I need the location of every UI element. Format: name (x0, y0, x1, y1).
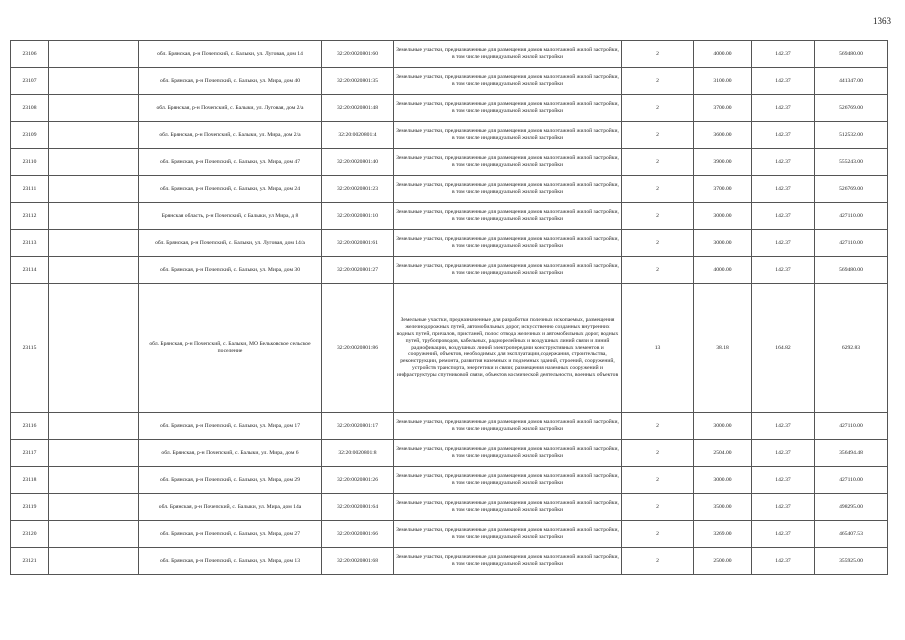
row-number-cell: 23112 (11, 203, 49, 230)
group-number-cell: 2 (622, 413, 694, 440)
address-cell: обл. Брянская, р-н Почепский, с. Балыки, ул. Мира, дом 17 (139, 413, 322, 440)
group-number-cell: 13 (622, 284, 694, 413)
group-number-cell: 2 (622, 68, 694, 95)
cadastral-value-cell: 526769.00 (815, 95, 888, 122)
land-use-cell: Земельные участки, предназначенные для размещения домов малоэтажной жилой застройки, в том числе индивидуальной жилой застройки (394, 68, 622, 95)
cadastral-number-cell: 32:20:0020801:8 (322, 440, 394, 467)
address-cell: обл. Брянская, р-н Почепский, с. Балыки, ул. Мира, дом 27 (139, 521, 322, 548)
table-row (11, 68, 888, 95)
row-number-cell: 23106 (11, 41, 49, 68)
area-cell: 38.18 (694, 284, 752, 413)
address-cell: Брянская область, р-н Почепский, с Балыки, ул Мира, д 8 (139, 203, 322, 230)
table-row (11, 149, 888, 176)
cadastral-number-cell: 32:20:0020801:48 (322, 95, 394, 122)
area-cell: 3000.00 (694, 203, 752, 230)
table-row (11, 230, 888, 257)
empty-cell (49, 203, 139, 230)
address-cell: обл. Брянская, р-н Почепский, с. Балыки, ул. Мира, дом 14а (139, 494, 322, 521)
cadastral-value-cell: 427110.00 (815, 203, 888, 230)
cadastral-value-cell: 356494.48 (815, 440, 888, 467)
cadastral-number-cell: 32:20:0020801:66 (322, 521, 394, 548)
area-cell: 3900.00 (694, 149, 752, 176)
row-number-cell: 23108 (11, 95, 49, 122)
group-number-cell: 2 (622, 494, 694, 521)
cadastral-value-cell: 427110.00 (815, 230, 888, 257)
empty-cell (49, 548, 139, 575)
empty-cell (49, 521, 139, 548)
table-row (11, 413, 888, 440)
cadastral-value-cell: 569480.00 (815, 41, 888, 68)
address-cell: обл. Брянская, р-н Почепский, с. Балыки, ул. Мира, дом 13 (139, 548, 322, 575)
specific-value-cell: 142.37 (752, 41, 815, 68)
address-cell: обл. Брянская, р-н Почепский, с. Балыки, ул. Луговая, дом 2/а (139, 95, 322, 122)
land-use-cell: Земельные участки, предназначенные для размещения домов малоэтажной жилой застройки, в том числе индивидуальной жилой застройки (394, 548, 622, 575)
specific-value-cell: 142.37 (752, 494, 815, 521)
group-number-cell: 2 (622, 230, 694, 257)
specific-value-cell: 142.37 (752, 467, 815, 494)
address-cell: обл. Брянская, р-н Почепский, с. Балыки, ул. Мира, дом 2/а (139, 122, 322, 149)
specific-value-cell: 142.37 (752, 548, 815, 575)
area-cell: 3600.00 (694, 122, 752, 149)
empty-cell (49, 413, 139, 440)
empty-cell (49, 149, 139, 176)
cadastral-number-cell: 32:20:0020801:60 (322, 41, 394, 68)
row-number-cell: 23116 (11, 413, 49, 440)
address-cell: обл. Брянская, р-н Почепский, с. Балыки, ул. Мира, дом 24 (139, 176, 322, 203)
empty-cell (49, 440, 139, 467)
specific-value-cell: 142.37 (752, 122, 815, 149)
group-number-cell: 2 (622, 521, 694, 548)
land-use-cell: Земельные участки, предназначенные для размещения домов малоэтажной жилой застройки, в том числе индивидуальной жилой застройки (394, 413, 622, 440)
area-cell: 2500.00 (694, 548, 752, 575)
specific-value-cell: 142.37 (752, 257, 815, 284)
cadastral-value-cell: 555243.00 (815, 149, 888, 176)
cadastral-number-cell: 32:20:0020801:27 (322, 257, 394, 284)
cadastral-number-cell: 32:20:0020801:86 (322, 284, 394, 413)
specific-value-cell: 142.37 (752, 68, 815, 95)
area-cell: 3100.00 (694, 68, 752, 95)
table-body (11, 41, 888, 575)
table-row (11, 122, 888, 149)
cadastral-number-cell: 32:20:0020801:17 (322, 413, 394, 440)
row-number-cell: 23111 (11, 176, 49, 203)
table-row (11, 284, 888, 413)
specific-value-cell: 142.37 (752, 149, 815, 176)
cadastral-value-cell: 498295.00 (815, 494, 888, 521)
table-row (11, 521, 888, 548)
table-row (11, 467, 888, 494)
table-row (11, 548, 888, 575)
group-number-cell: 2 (622, 176, 694, 203)
area-cell: 3500.00 (694, 494, 752, 521)
row-number-cell: 23118 (11, 467, 49, 494)
address-cell: обл. Брянская, р-н Почепский, с. Балыки, ул. Мира, дом 29 (139, 467, 322, 494)
empty-cell (49, 230, 139, 257)
group-number-cell: 2 (622, 257, 694, 284)
area-cell: 3000.00 (694, 467, 752, 494)
address-cell: обл. Брянская, р-н Почепский, с. Балыки, ул. Мира, дом 47 (139, 149, 322, 176)
land-use-cell: Земельные участки, предназначенные для разработки полезных ископаемых, размещения железнодорожных путей, автомобильных дорог, искусственно созданных внутренних водных путей, причалов, пристаней, полос отвода железных и автомобильных дорог, водных путей, трубопроводов, кабельных, радиорелейных и воздушных линий связи и линий радиофикации, воздушных линий электропередачи конструктивных элементов и сооружений, объектов, необходимых для эксплуатации,содержания, строительства, реконструкции, ремонта, развития наземных и подземных зданий, строений, сооружений, устройств транспорта, энергетики и связи; размещения наземных сооружений и инфраструктуры спутниковой связи, объектов космической деятельности, военных объектов (394, 284, 622, 413)
group-number-cell: 2 (622, 149, 694, 176)
cadastral-number-cell: 32:20:0020801:26 (322, 467, 394, 494)
land-use-cell: Земельные участки, предназначенные для размещения домов малоэтажной жилой застройки, в том числе индивидуальной жилой застройки (394, 122, 622, 149)
specific-value-cell: 142.37 (752, 176, 815, 203)
table-row (11, 41, 888, 68)
address-cell: обл. Брянская, р-н Почепский, с. Балыки, ул. Луговая, дом 14/а (139, 230, 322, 257)
group-number-cell: 2 (622, 95, 694, 122)
row-number-cell: 23107 (11, 68, 49, 95)
row-number-cell: 23121 (11, 548, 49, 575)
address-cell: обл. Брянская, р-н Почепский, с. Балыки, ул. Мира, дом 30 (139, 257, 322, 284)
specific-value-cell: 142.37 (752, 521, 815, 548)
cadastral-number-cell: 32:20:0020801:4 (322, 122, 394, 149)
page-number: 1363 (873, 16, 891, 26)
specific-value-cell: 142.37 (752, 440, 815, 467)
land-use-cell: Земельные участки, предназначенные для размещения домов малоэтажной жилой застройки, в том числе индивидуальной жилой застройки (394, 257, 622, 284)
area-cell: 3000.00 (694, 230, 752, 257)
row-number-cell: 23113 (11, 230, 49, 257)
area-cell: 3269.00 (694, 521, 752, 548)
empty-cell (49, 176, 139, 203)
row-number-cell: 23114 (11, 257, 49, 284)
cadastral-number-cell: 32:20:0020801:61 (322, 230, 394, 257)
land-use-cell: Земельные участки, предназначенные для размещения домов малоэтажной жилой застройки, в том числе индивидуальной жилой застройки (394, 41, 622, 68)
cadastral-number-cell: 32:20:0020801:40 (322, 149, 394, 176)
cadastral-number-cell: 32:20:0020801:68 (322, 548, 394, 575)
cadastral-value-cell: 427110.00 (815, 413, 888, 440)
empty-cell (49, 257, 139, 284)
cadastral-value-cell: 355925.00 (815, 548, 888, 575)
address-cell: обл. Брянская, р-н Почепский, с. Балыки, МО Бельковское сельское поселение (139, 284, 322, 413)
land-use-cell: Земельные участки, предназначенные для размещения домов малоэтажной жилой застройки, в том числе индивидуальной жилой застройки (394, 440, 622, 467)
empty-cell (49, 467, 139, 494)
cadastral-value-cell: 441347.00 (815, 68, 888, 95)
group-number-cell: 2 (622, 41, 694, 68)
land-use-cell: Земельные участки, предназначенные для размещения домов малоэтажной жилой застройки, в том числе индивидуальной жилой застройки (394, 230, 622, 257)
area-cell: 3000.00 (694, 413, 752, 440)
cadastral-value-table (10, 40, 888, 575)
area-cell: 4000.00 (694, 41, 752, 68)
area-cell: 2504.00 (694, 440, 752, 467)
cadastral-value-cell: 465407.53 (815, 521, 888, 548)
land-use-cell: Земельные участки, предназначенные для размещения домов малоэтажной жилой застройки, в том числе индивидуальной жилой застройки (394, 149, 622, 176)
row-number-cell: 23120 (11, 521, 49, 548)
cadastral-number-cell: 32:20:0020801:35 (322, 68, 394, 95)
cadastral-value-cell: 526769.00 (815, 176, 888, 203)
cadastral-value-cell: 6292.83 (815, 284, 888, 413)
land-use-cell: Земельные участки, предназначенные для размещения домов малоэтажной жилой застройки, в том числе индивидуальной жилой застройки (394, 494, 622, 521)
cadastral-value-cell: 569480.00 (815, 257, 888, 284)
area-cell: 4000.00 (694, 257, 752, 284)
address-cell: обл. Брянская, р-н Почепский, с. Балыки, ул. Мира, дом 40 (139, 68, 322, 95)
cadastral-number-cell: 32:20:0020801:23 (322, 176, 394, 203)
group-number-cell: 2 (622, 440, 694, 467)
empty-cell (49, 494, 139, 521)
empty-cell (49, 284, 139, 413)
group-number-cell: 2 (622, 203, 694, 230)
cadastral-number-cell: 32:20:0020801:64 (322, 494, 394, 521)
address-cell: обл. Брянская, р-н Почепский, с. Балыки, ул. Луговая, дом 14 (139, 41, 322, 68)
address-cell: обл. Брянская, р-н Почепский, с. Балыки, ул. Мира, дом 6 (139, 440, 322, 467)
land-use-cell: Земельные участки, предназначенные для размещения домов малоэтажной жилой застройки, в том числе индивидуальной жилой застройки (394, 467, 622, 494)
specific-value-cell: 164.82 (752, 284, 815, 413)
land-use-cell: Земельные участки, предназначенные для размещения домов малоэтажной жилой застройки, в том числе индивидуальной жилой застройки (394, 203, 622, 230)
empty-cell (49, 95, 139, 122)
cadastral-value-cell: 512532.00 (815, 122, 888, 149)
specific-value-cell: 142.37 (752, 413, 815, 440)
specific-value-cell: 142.37 (752, 230, 815, 257)
land-use-cell: Земельные участки, предназначенные для размещения домов малоэтажной жилой застройки, в том числе индивидуальной жилой застройки (394, 521, 622, 548)
row-number-cell: 23109 (11, 122, 49, 149)
empty-cell (49, 41, 139, 68)
empty-cell (49, 68, 139, 95)
group-number-cell: 2 (622, 122, 694, 149)
land-use-cell: Земельные участки, предназначенные для размещения домов малоэтажной жилой застройки, в том числе индивидуальной жилой застройки (394, 176, 622, 203)
area-cell: 3700.00 (694, 95, 752, 122)
table-row (11, 176, 888, 203)
specific-value-cell: 142.37 (752, 203, 815, 230)
table-row (11, 95, 888, 122)
row-number-cell: 23115 (11, 284, 49, 413)
group-number-cell: 2 (622, 548, 694, 575)
table-row (11, 203, 888, 230)
land-use-cell: Земельные участки, предназначенные для размещения домов малоэтажной жилой застройки, в том числе индивидуальной жилой застройки (394, 95, 622, 122)
row-number-cell: 23110 (11, 149, 49, 176)
group-number-cell: 2 (622, 467, 694, 494)
row-number-cell: 23119 (11, 494, 49, 521)
table-row (11, 494, 888, 521)
table-row (11, 257, 888, 284)
cadastral-number-cell: 32:20:0020801:10 (322, 203, 394, 230)
specific-value-cell: 142.37 (752, 95, 815, 122)
empty-cell (49, 122, 139, 149)
cadastral-value-cell: 427110.00 (815, 467, 888, 494)
row-number-cell: 23117 (11, 440, 49, 467)
area-cell: 3700.00 (694, 176, 752, 203)
table-row (11, 440, 888, 467)
